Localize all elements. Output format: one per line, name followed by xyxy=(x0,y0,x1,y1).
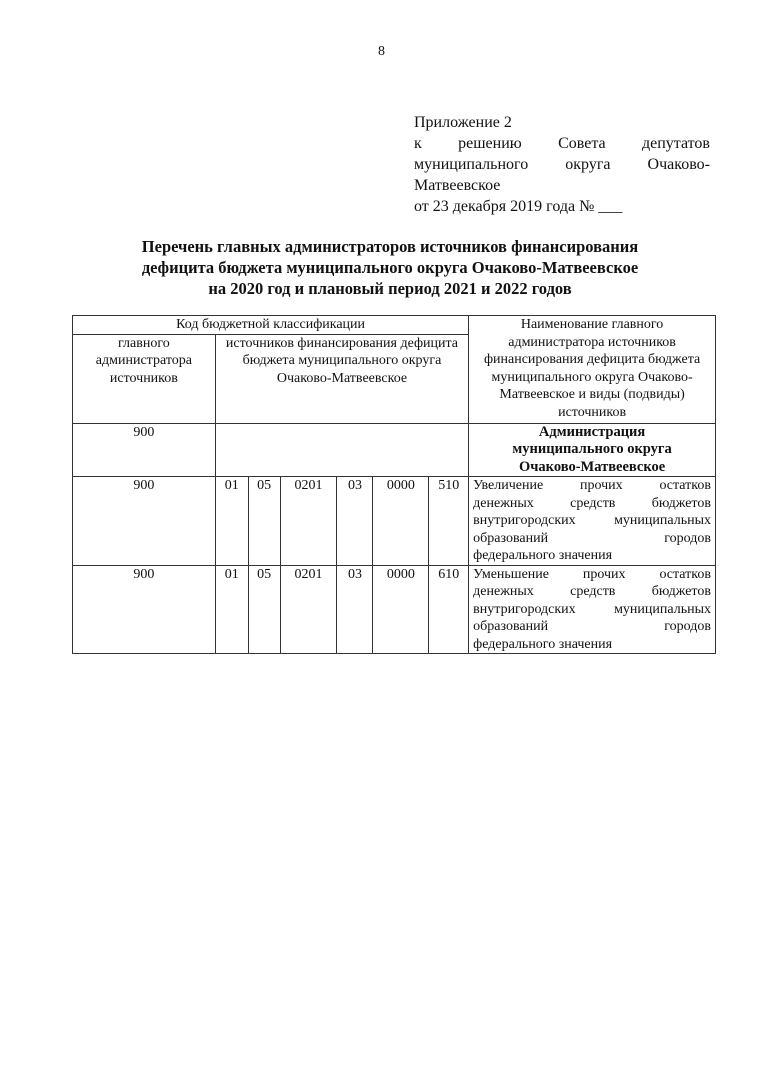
admin-code: 900 xyxy=(73,477,216,566)
code-cell: 0000 xyxy=(373,565,429,654)
code-group-header: Код бюджетной классификации xyxy=(73,316,469,335)
admin-code: 900 xyxy=(73,423,216,477)
administrator-name: Администрация муниципального округа Очаково-Матвеевское xyxy=(469,423,716,477)
table-header-row xyxy=(73,316,716,335)
code-cell: 0000 xyxy=(373,477,429,566)
source-description: Увеличение прочих остатков денежных средств бюджетов внутригородских муниципальных образований городов федерального значения xyxy=(469,477,716,566)
code-cell: 03 xyxy=(337,477,373,566)
name-column-header: Наименование главного администратора источников финансирования дефицита бюджета муниципального округа Очаково-Матвеевское и виды (подвиды) источников xyxy=(469,316,716,424)
appendix-line-3: муниципального округа Очаково- xyxy=(414,156,710,173)
table-row xyxy=(73,565,716,654)
appendix-block xyxy=(414,112,710,217)
page-number: 8 xyxy=(378,44,385,59)
code-cell: 05 xyxy=(248,477,280,566)
code-cell: 01 xyxy=(215,477,248,566)
code-cell: 610 xyxy=(429,565,469,654)
empty-code-cell xyxy=(215,423,468,477)
table-row xyxy=(73,477,716,566)
appendix-title: Приложение 2 xyxy=(414,114,512,131)
table-row xyxy=(73,423,716,477)
appendix-line-4: Матвеевское xyxy=(414,177,501,194)
document-title: Перечень главных администраторов источников финансирования дефицита бюджета муниципального округа Очаково-Матвеевское на 2020 год и плановый период 2021 и 2022 годов xyxy=(141,237,639,298)
appendix-line-2: к решению Совета депутатов xyxy=(414,135,710,152)
code-cell: 01 xyxy=(215,565,248,654)
source-description: Уменьшение прочих остатков денежных средств бюджетов внутригородских муниципальных образований городов федерального значения xyxy=(469,565,716,654)
code-cell: 05 xyxy=(248,565,280,654)
appendix-date-line: от 23 декабря 2019 года № ___ xyxy=(414,198,623,215)
code-cell: 0201 xyxy=(280,565,337,654)
code-cell: 510 xyxy=(429,477,469,566)
admin-column-header: главного администратора источников xyxy=(73,334,216,423)
classification-table xyxy=(72,315,716,654)
code-cell: 03 xyxy=(337,565,373,654)
code-cell: 0201 xyxy=(280,477,337,566)
admin-code: 900 xyxy=(73,565,216,654)
sources-column-header: источников финансирования дефицита бюджета муниципального округа Очаково-Матвеевское xyxy=(215,334,468,423)
